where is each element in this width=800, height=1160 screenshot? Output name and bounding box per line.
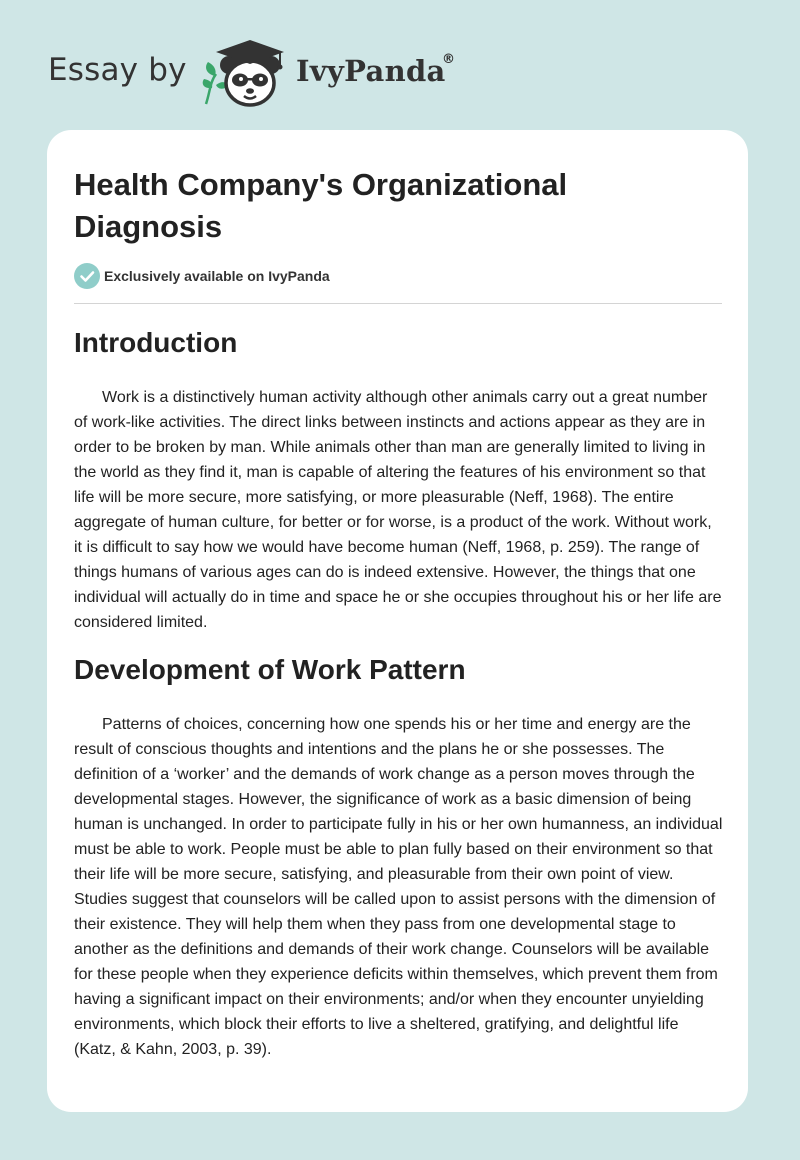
checkmark-circle-icon (74, 263, 100, 289)
brand-name: IvyPanda (296, 54, 446, 88)
title-divider (74, 303, 722, 304)
panda-graduation-icon[interactable] (200, 34, 296, 108)
essay-by-label: Essay by (48, 52, 187, 88)
essay-card (47, 130, 748, 1112)
section-paragraph-work-pattern: Patterns of choices, concerning how one spends his or her time and energy are the result of conscious thoughts and intentions and the plans he or she possesses. The definition of a ‘worker’ and the demands of work change as a person moves through the developmental stages. However, the significance of work as a basic dimension of being human is unchanged. In order to participate fully in his or her own humanness, an individual must be able to work. People must be able to plan fully based on their environment so that their life will be more secure, satisfying, and pleasurable from their own point of view. Studies suggest that counselors will be called upon to assist persons with the dimension of their existence. They will help them when they pass from one developmental stage to another as the definitions and demands of their work change. Counselors will be available for these people when they experience deficits within themselves, which prevent them from having a significant impact on their environments; and/or when they encounter unyielding environments, which block their efforts to live a sheltered, gratifying, and delightful life (Katz, & Kahn, 2003, p. 39). (74, 716, 723, 1058)
brand-header (48, 34, 468, 108)
registered-mark: ® (442, 52, 455, 67)
section-heading-introduction: Introduction (74, 327, 238, 358)
essay-title: Health Company's Organizational Diagnosis (74, 167, 568, 244)
exclusive-badge (74, 263, 474, 289)
section-paragraph-introduction: Work is a distinctively human activity although other animals carry out a great number of work-like activities. The direct links between instincts and actions appear as they are in order to be broken by man. While animals other than man are generally limited to living in the world as they find it, man is capable of altering the features of his environment so that life will be more secure, more satisfying, or more pleasurable (Neff, 1968). The entire aggregate of human culture, for better or for worse, is a product of the work. Without work, it is difficult to say how we would have become human (Neff, 1968, p. 259). The range of things humans of various ages can do is indeed extensive. However, the things that one individual will actually do in time and space he or she occupies throughout his or her life are considered limited. (74, 389, 722, 631)
exclusive-badge-label: Exclusively available on IvyPanda (104, 268, 330, 284)
section-heading-work-pattern: Development of Work Pattern (74, 654, 466, 685)
